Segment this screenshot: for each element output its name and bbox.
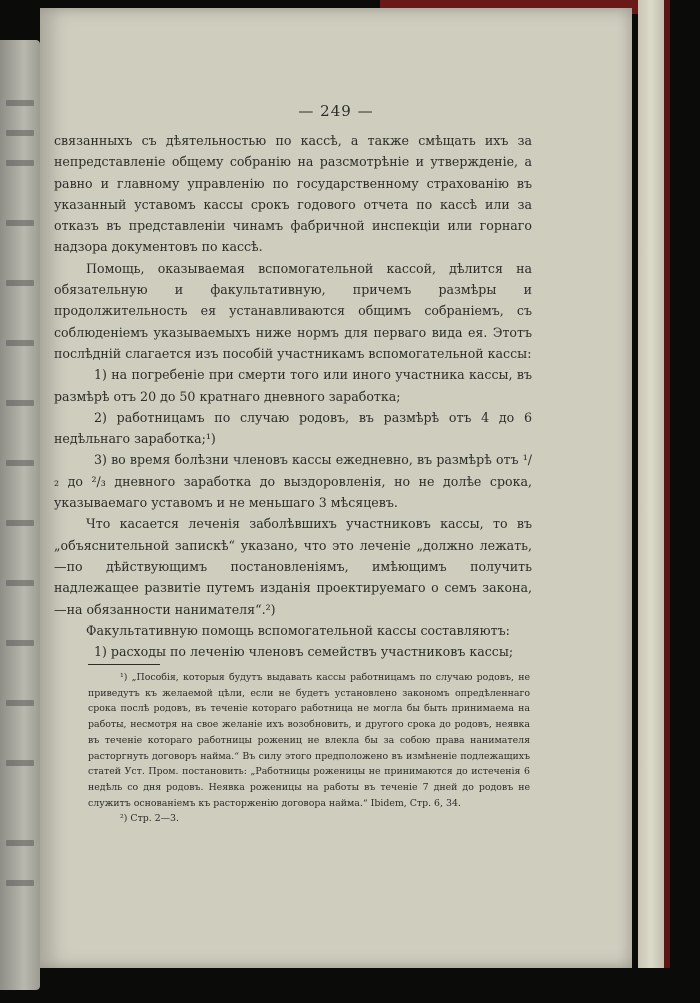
list-item: 3) во время болѣзни членовъ кассы ежедневно, въ размѣрѣ отъ ¹/₂ до ²/₃ дневного заработка до выздоровленія, но не долѣе срока, указываемаго уставомъ и не меньшаго 3 мѣсяцевъ. [54, 452, 532, 511]
list-item: 1) на погребеніе при смерти того или иного участника кассы, въ размѣрѣ отъ 20 до 50 кратнаго дневного заработка; [54, 367, 532, 404]
book-page [40, 8, 632, 968]
book-cover-side [664, 0, 670, 968]
list-item: 1) расходы по леченію членовъ семействъ участниковъ кассы; [94, 644, 514, 660]
paragraph: Факультативную помощь вспомогательной кассы составляютъ: [86, 622, 510, 638]
page-number: — 249 — [298, 102, 374, 120]
footnote: ²) Стр. 2—3. [120, 813, 180, 825]
paragraph: связанныхъ съ дѣятельностью по кассѣ, а также смѣщать ихъ за непредставленіе общему собранію на разсмотрѣніе и утвержденіе, а равно и главному управленію по государственному страхованію въ указанный уставомъ кассы срокъ годового отчета по кассѣ или за отказъ въ представленіи чинамъ фабричной инспекціи или горнаго надзора документовъ по кассѣ. [54, 133, 532, 255]
body-text [54, 130, 532, 662]
footnote-divider [88, 664, 160, 665]
paragraph: Что касается леченія заболѣвшихъ участниковъ кассы, то въ „объяснительной запискѣ“ указано, что это леченіе „должно лежать,—по дѣйствующимъ постановленіямъ, имѣющимъ получить надлежащее развитіе путемъ изданія проектируемаго о семъ закона,—на обязанности нанимателя“.²) [54, 516, 532, 617]
facing-page-edge [0, 40, 40, 990]
footnotes [88, 670, 530, 827]
list-item: 2) работницамъ по случаю родовъ, въ размѣрѣ отъ 4 до 6 недѣльнаго заработка;¹) [54, 409, 532, 447]
footnote: ¹) „Пособія, которыя будутъ выдавать кассы работницамъ по случаю родовъ, не приведутъ къ желаемой цѣли, если не будетъ установлено закономъ опредѣленнаго срока послѣ родовъ, въ теченіе котораго работница не могла бы быть принимаема на работы, несмотря на свое желаніе ихъ возобновить, и другого срока до родовъ, неявка въ теченіе котораго работницы рожениц не влекла бы за собою права нанимателя расторгнуть договоръ найма.“ Въ силу этого предположено въ измѣненіе подлежащихъ статей Уст. Пром. постановить: „Работницы роженицы не принимаются до истеченія 6 недѣль со дня родовъ. Неявка роженицы на работы въ теченіе 7 дней до родовъ не служитъ основаніемъ къ расторженію договора найма.“ Ibidem, Стр. 6, 34. [88, 672, 530, 809]
paragraph: Помощь, оказываемая вспомогательной кассой, дѣлится на обязательную и факультативную, причемъ размѣры и продолжительность ея устанавливаются общимъ собраніемъ, съ соблюденіемъ указываемыхъ ниже нормъ для перваго вида ея. Этотъ послѣдній слагается изъ пособій участникамъ вспомогательной кассы: [54, 260, 532, 361]
